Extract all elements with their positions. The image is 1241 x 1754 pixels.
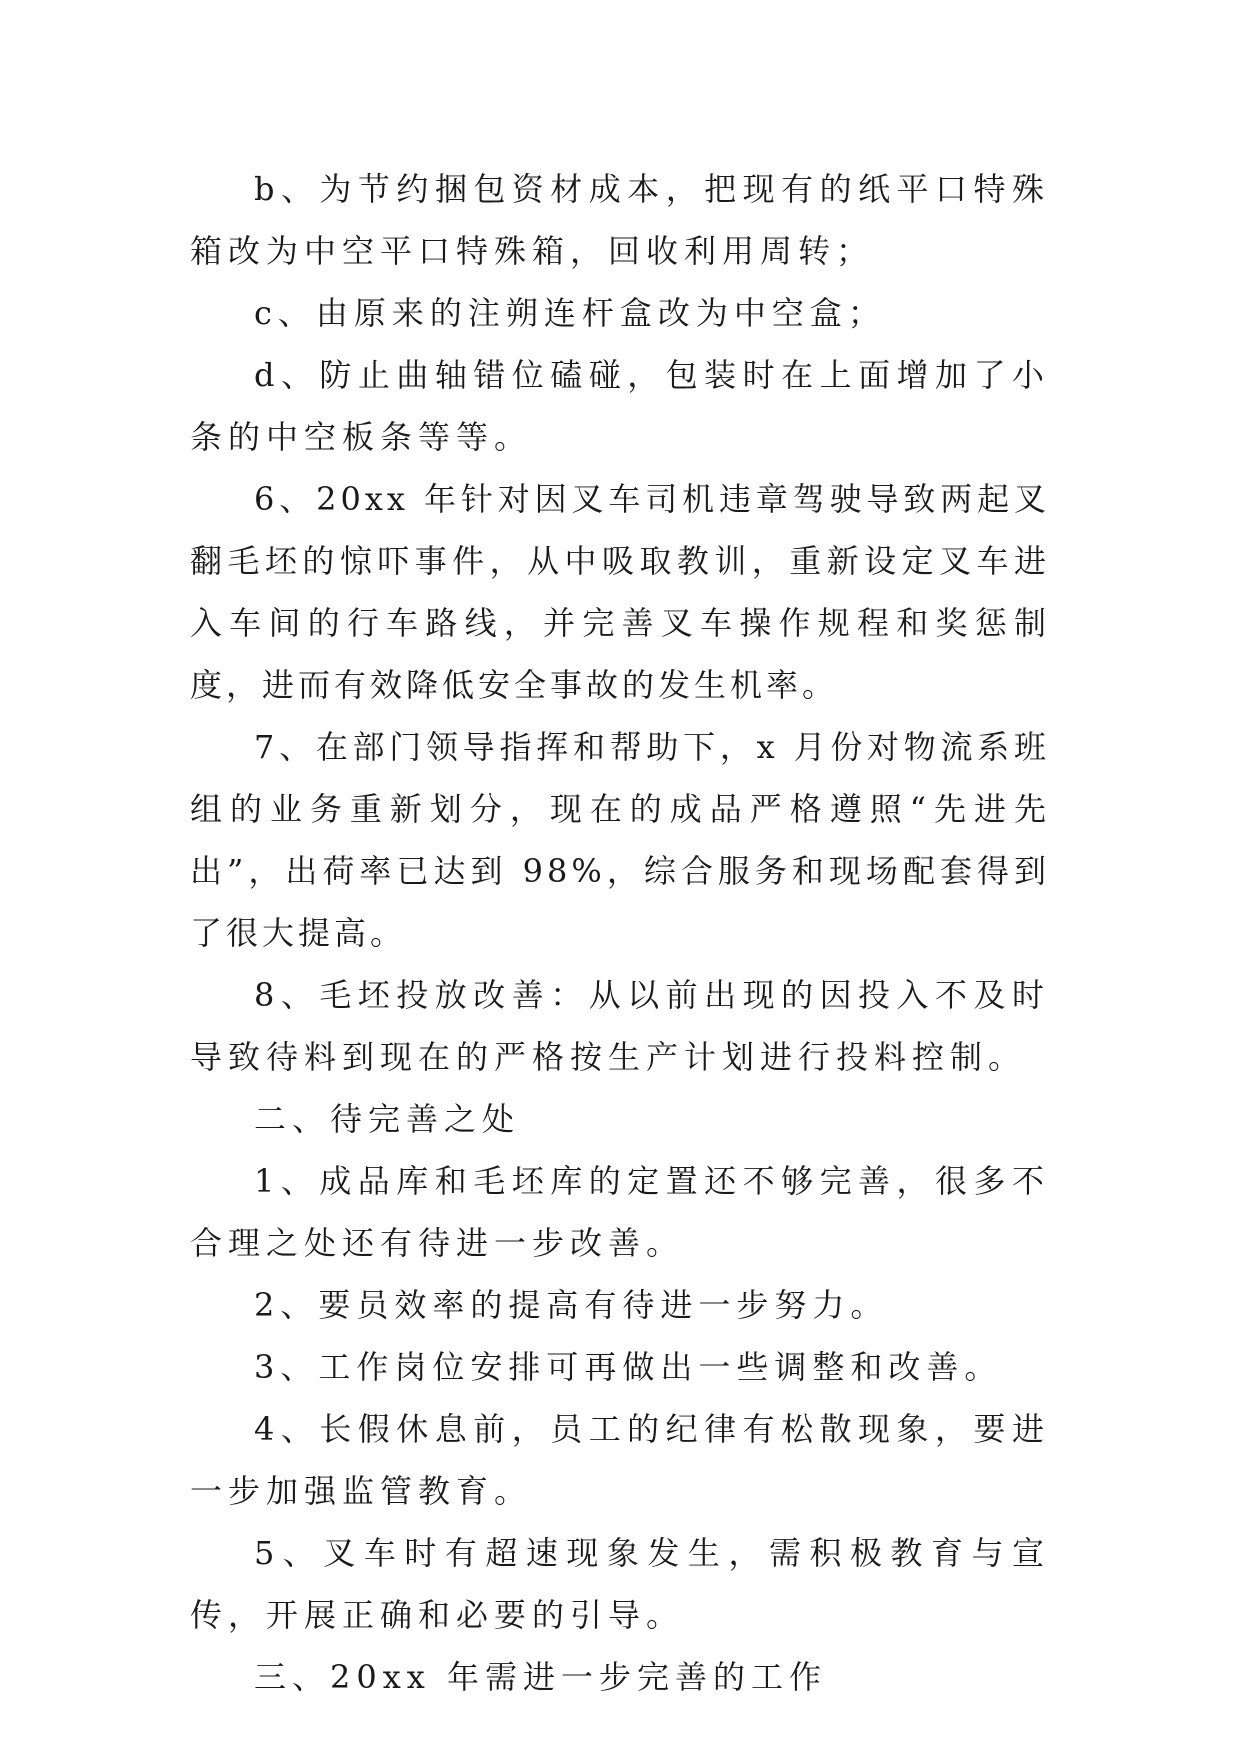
paragraph-7-logistics: 7、在部门领导指挥和帮助下，x 月份对物流系班组的业务重新划分，现在的成品严格遵照“先进先出”，出荷率已达到 98%，综合服务和现场配套得到了很大提高。 bbox=[190, 728, 1050, 952]
paragraph-issue-5: 5、叉车时有超速现象发生，需积极教育与宣传，开展正确和必要的引导。 bbox=[190, 1534, 1050, 1634]
paragraph-8-blank-input: 8、毛坯投放改善：从以前出现的因投入不及时导致待料到现在的严格按生产计划进行投料控制。 bbox=[190, 976, 1050, 1076]
section-heading-2: 二、待完善之处 bbox=[254, 1100, 521, 1138]
paragraph-issue-4: 4、长假休息前，员工的纪律有松散现象，要进一步加强监管教育。 bbox=[190, 1410, 1050, 1510]
paragraph-c-box: c、由原来的注朔连杆盒改为中空盒； bbox=[254, 294, 886, 332]
section-heading-3: 三、20xx 年需进一步完善的工作 bbox=[254, 1658, 827, 1696]
paragraph-d-crankshaft: d、防止曲轴错位磕碰，包装时在上面增加了小条的中空板条等等。 bbox=[190, 356, 1050, 456]
paragraph-b-packaging: b、为节约捆包资材成本，把现有的纸平口特殊箱改为中空平口特殊箱，回收利用周转； bbox=[190, 170, 1050, 270]
document-body bbox=[190, 158, 1050, 1708]
paragraph-issue-2: 2、要员效率的提高有待进一步努力。 bbox=[254, 1286, 889, 1324]
paragraph-issue-3: 3、工作岗位安排可再做出一些调整和改善。 bbox=[254, 1348, 1003, 1386]
paragraph-6-forklift-safety: 6、20xx 年针对因叉车司机违章驾驶导致两起叉翻毛坯的惊吓事件，从中吸取教训，重新设定叉车进入车间的行车路线，并完善叉车操作规程和奖惩制度，进而有效降低安全事故的发生机率。 bbox=[190, 480, 1050, 704]
paragraph-issue-1: 1、成品库和毛坯库的定置还不够完善，很多不合理之处还有待进一步改善。 bbox=[190, 1162, 1050, 1262]
